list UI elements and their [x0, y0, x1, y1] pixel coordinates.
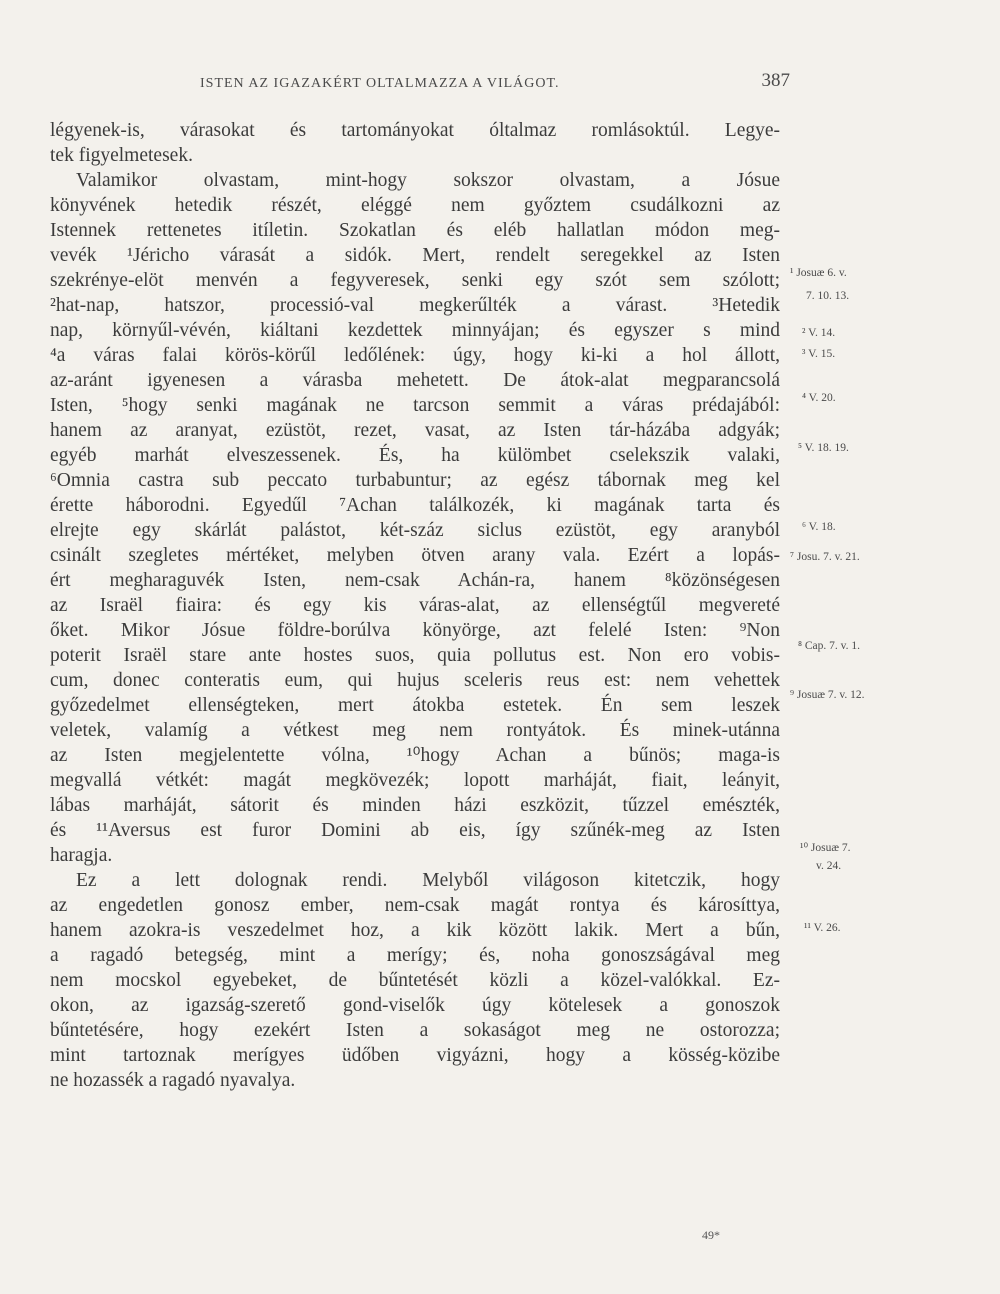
text-line: okon, az igazság-szerető gond-viselők úgy kötelesek a gonoszok — [50, 995, 780, 1016]
text-line: mint tartoznak merígyes üdőben vigyázni, hogy a kösség-közibe — [50, 1045, 780, 1066]
text-line: ne hozassék a ragadó nyavalya. — [50, 1070, 296, 1091]
margin-notes — [790, 0, 990, 1294]
text-line: a ragadó betegség, mint a merígy; és, noha gonoszságával meg — [50, 945, 780, 966]
text-line: csinált szegletes mértéket, melyben ötven arany vala. Ezért a lopás- — [50, 545, 780, 566]
text-line: nem mocskol egyebeket, de bűntetését közli a közel-valókkal. Ez- — [50, 970, 780, 991]
text-line: szekrénye-elöt menvén a fegyveresek, senki egy szót sem szólott; — [50, 270, 780, 291]
text-line: nap, környűl-vévén, kiáltani kezdettek minnyájan; és egyszer s mind — [50, 320, 780, 341]
text-line: ⁴a váras falai körös-körűl ledőlének: úgy, hogy ki-ki a hol állott, — [50, 345, 780, 366]
running-title: ISTEN AZ IGAZAKÉRT OLTALMAZZA A VILÁGOT. — [200, 76, 560, 91]
margin-note: ¹⁰ Josuæ 7. — [800, 842, 851, 854]
text-line: hanem azokra-is veszedelmet hoz, a kik között lakik. Mert a bűn, — [50, 920, 780, 941]
text-line: ért megharaguvék Isten, nem-csak Achán-ra, hanem ⁸közönségesen — [50, 570, 780, 591]
text-line: egyéb marhát elveszessenek. És, ha külömbet cselekszik valaki, — [50, 445, 780, 466]
margin-note: ¹¹ V. 26. — [804, 922, 841, 934]
margin-note: v. 24. — [816, 860, 842, 872]
text-line: az Israël fiaira: és egy kis váras-alat, az ellenségtűl megvereté — [50, 595, 780, 616]
margin-note: ¹ Josuæ 6. v. — [790, 267, 847, 279]
text-line: tek figyelmetesek. — [50, 145, 193, 166]
text-line: könyvének hetedik részét, eléggé nem győztem csudálkozni az — [50, 195, 780, 216]
text-line: vevék ¹Jéricho várasát a sidók. Mert, rendelt seregekkel az Isten — [50, 245, 780, 266]
text-line: érette háborodni. Egyedűl ⁷Achan találkozék, ki magának tarta és — [50, 495, 780, 516]
margin-note: ³ V. 15. — [802, 348, 836, 360]
margin-note: ⁷ Josu. 7. v. 21. — [790, 551, 860, 563]
margin-note: ⁸ Cap. 7. v. 1. — [798, 640, 861, 652]
margin-note: 7. 10. 13. — [806, 290, 850, 302]
text-line: lábas marháját, sátorit és minden házi eszközit, tűzzel emészték, — [50, 795, 780, 816]
text-line: őket. Mikor Jósue földre-borúlva könyörge, azt felelé Isten: ⁹Non — [50, 620, 780, 641]
text-line: Isten, ⁵hogy senki magának ne tarcson semmit a váras prédajából: — [50, 395, 780, 416]
text-line: elrejte egy skárlát palástot, két-száz siclus ezüstöt, egy aranyból — [50, 520, 780, 541]
text-line: poterit Israël stare ante hostes suos, quia pollutus est. Non ero vobis- — [50, 645, 780, 666]
text-line: Valamikor olvastam, mint-hogy sokszor olvastam, a Jósue — [76, 170, 780, 191]
text-line: cum, donec conteratis eum, qui hujus sceleris reus est: nem vehettek — [50, 670, 780, 691]
margin-note: ⁵ V. 18. 19. — [798, 442, 849, 454]
margin-note: ⁹ Josuæ 7. v. 12. — [790, 689, 865, 701]
text-line: Ez a lett dolognak rendi. Melyből világoson kitetczik, hogy — [76, 870, 780, 891]
text-line: haragja. — [50, 845, 113, 866]
text-line: légyenek-is, várasokat és tartományokat óltalmaz romlásoktúl. Legye- — [50, 120, 780, 141]
margin-note: ² V. 14. — [802, 327, 836, 339]
margin-note: ⁶ V. 18. — [802, 521, 836, 533]
text-line: Istennek rettenetes itíletin. Szokatlan és eléb hallatlan módon meg- — [50, 220, 780, 241]
text-line: az engedetlen gonosz ember, nem-csak magát rontya és károsíttya, — [50, 895, 780, 916]
text-line: hanem az aranyat, ezüstöt, rezet, vasat, az Isten tár-házába adgyák; — [50, 420, 780, 441]
text-line: és ¹¹Aversus est furor Domini ab eis, így szűnék-meg az Isten — [50, 820, 780, 841]
body-text — [50, 118, 780, 1093]
page-number: 387 — [761, 70, 790, 91]
text-line: győzedelmet ellenségteken, mert átokba estetek. Én sem leszek — [50, 695, 780, 716]
text-line: megvallá vétkét: magát megkövezék; lopott marháját, fiait, leányit, — [50, 770, 780, 791]
text-line: az-aránt igyenesen a várasba mehetett. De átok-alat megparancsolá — [50, 370, 780, 391]
printer-signature: 49* — [702, 1228, 720, 1242]
text-line: ²hat-nap, hatszor, processió-val megkerűlték a várast. ³Hetedik — [50, 295, 780, 316]
text-line: bűntetésére, hogy ezekért Isten a sokaságot meg ne ostorozza; — [50, 1020, 780, 1041]
margin-note: ⁴ V. 20. — [802, 392, 836, 404]
text-line: veletek, valamíg a vétkest meg nem rontyátok. És minek-utánna — [50, 720, 780, 741]
text-line: ⁶Omnia castra sub peccato turbabuntur; az egész tábornak meg kel — [50, 470, 780, 491]
page-header — [200, 70, 790, 96]
text-line: az Isten megjelentette vólna, ¹⁰hogy Achan a bűnös; maga-is — [50, 745, 780, 766]
